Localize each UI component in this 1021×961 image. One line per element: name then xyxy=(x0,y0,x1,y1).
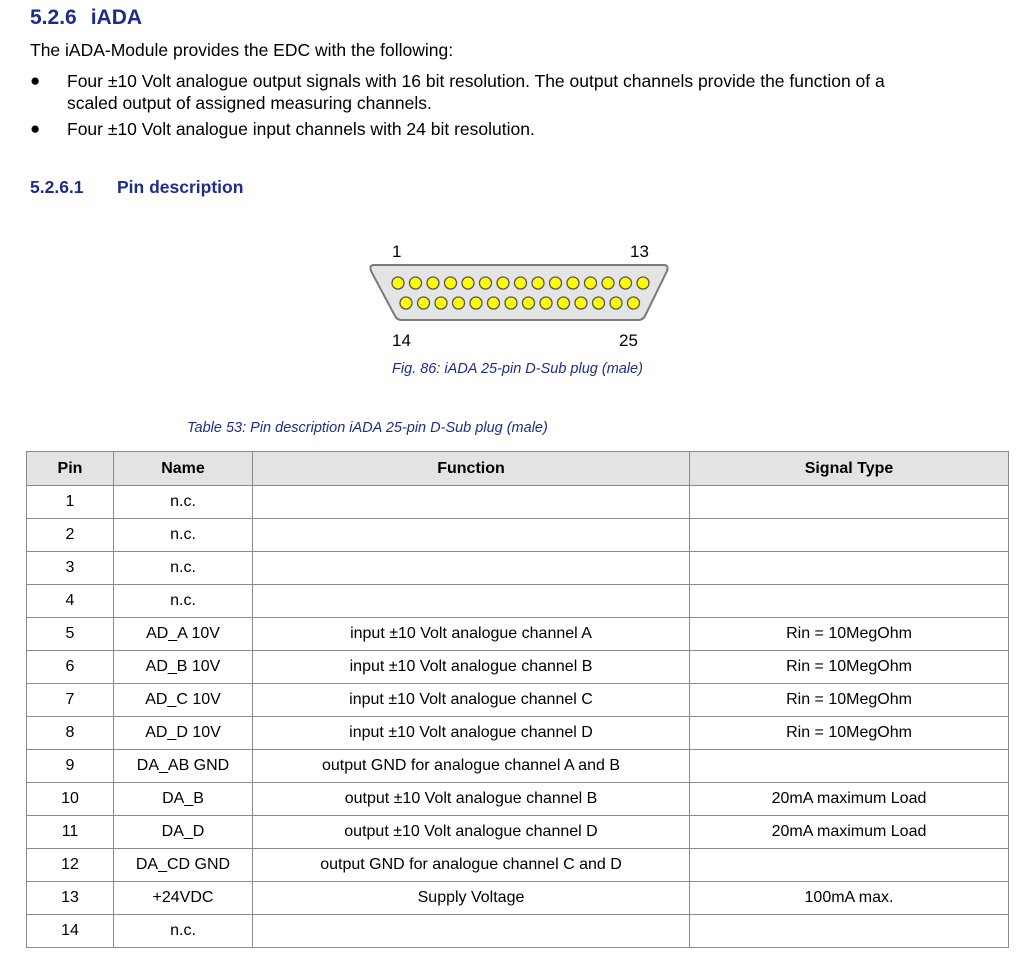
section-number: 5.2.6 xyxy=(30,6,77,29)
top-row-pin xyxy=(497,277,509,289)
pin-label-25: 25 xyxy=(619,331,638,350)
list-item-line: Four ±10 Volt analogue input channels with 24 bit resolution. xyxy=(67,119,535,139)
table-row xyxy=(27,552,1009,585)
subsection-title: Pin description xyxy=(117,177,244,197)
bottom-row-pin xyxy=(610,297,622,309)
cell-function xyxy=(253,486,690,519)
cell-pin: 1 xyxy=(27,486,114,519)
column-header-name: Name xyxy=(114,452,253,486)
top-row-pin xyxy=(427,277,439,289)
section-heading xyxy=(30,6,142,30)
cell-function: input ±10 Volt analogue channel C xyxy=(253,684,690,717)
table-row xyxy=(27,750,1009,783)
top-row-pin xyxy=(515,277,527,289)
cell-pin: 6 xyxy=(27,651,114,684)
top-row-pin xyxy=(550,277,562,289)
cell-signal-type xyxy=(690,519,1009,552)
cell-name: n.c. xyxy=(114,519,253,552)
top-row-pin xyxy=(585,277,597,289)
bottom-row-pin xyxy=(435,297,447,309)
cell-name: DA_B xyxy=(114,783,253,816)
cell-name: AD_A 10V xyxy=(114,618,253,651)
cell-pin: 14 xyxy=(27,915,114,948)
cell-name: n.c. xyxy=(114,486,253,519)
table-row xyxy=(27,717,1009,750)
top-row-pin xyxy=(410,277,422,289)
table-row xyxy=(27,486,1009,519)
cell-signal-type xyxy=(690,552,1009,585)
cell-function: input ±10 Volt analogue channel A xyxy=(253,618,690,651)
cell-signal-type xyxy=(690,915,1009,948)
cell-signal-type: Rin = 10MegOhm xyxy=(690,651,1009,684)
table-row xyxy=(27,882,1009,915)
cell-function: output GND for analogue channel C and D xyxy=(253,849,690,882)
cell-signal-type: 20mA maximum Load xyxy=(690,783,1009,816)
top-row-pin xyxy=(620,277,632,289)
top-row-pin xyxy=(445,277,457,289)
cell-pin: 11 xyxy=(27,816,114,849)
table-row xyxy=(27,684,1009,717)
cell-pin: 5 xyxy=(27,618,114,651)
top-row-pin xyxy=(480,277,492,289)
table-row xyxy=(27,783,1009,816)
cell-function: Supply Voltage xyxy=(253,882,690,915)
table-row xyxy=(27,585,1009,618)
cell-name: AD_C 10V xyxy=(114,684,253,717)
list-item xyxy=(30,70,1010,114)
column-header-pin: Pin xyxy=(27,452,114,486)
bottom-row-pin xyxy=(628,297,640,309)
dsub-connector-diagram xyxy=(366,238,676,356)
bottom-row-pin xyxy=(505,297,517,309)
cell-function: output ±10 Volt analogue channel D xyxy=(253,816,690,849)
cell-signal-type xyxy=(690,585,1009,618)
cell-function xyxy=(253,585,690,618)
top-row-pin xyxy=(462,277,474,289)
table-caption: Table 53: Pin description iADA 25-pin D-Sub plug (male) xyxy=(187,420,548,436)
cell-pin: 7 xyxy=(27,684,114,717)
pin-label-13: 13 xyxy=(630,242,649,261)
bottom-row-pin xyxy=(418,297,430,309)
cell-pin: 13 xyxy=(27,882,114,915)
table-row xyxy=(27,816,1009,849)
table-row xyxy=(27,915,1009,948)
cell-pin: 10 xyxy=(27,783,114,816)
bottom-row-pin xyxy=(558,297,570,309)
top-row-pin xyxy=(392,277,404,289)
cell-pin: 8 xyxy=(27,717,114,750)
cell-function: input ±10 Volt analogue channel B xyxy=(253,651,690,684)
bottom-row-pin xyxy=(575,297,587,309)
cell-function: output ±10 Volt analogue channel B xyxy=(253,783,690,816)
top-row-pin xyxy=(567,277,579,289)
table-row xyxy=(27,651,1009,684)
column-header-signal-type: Signal Type xyxy=(690,452,1009,486)
cell-pin: 4 xyxy=(27,585,114,618)
cell-name: DA_CD GND xyxy=(114,849,253,882)
cell-signal-type: 20mA maximum Load xyxy=(690,816,1009,849)
cell-function xyxy=(253,552,690,585)
figure-caption: Fig. 86: iADA 25-pin D-Sub plug (male) xyxy=(392,361,643,377)
bottom-row-pin xyxy=(453,297,465,309)
cell-name: n.c. xyxy=(114,915,253,948)
cell-signal-type xyxy=(690,849,1009,882)
list-item-line: scaled output of assigned measuring channels. xyxy=(67,93,432,113)
bullet-icon: ● xyxy=(30,119,41,138)
cell-signal-type xyxy=(690,750,1009,783)
bottom-row-pin xyxy=(488,297,500,309)
table-header-row xyxy=(27,452,1009,486)
intro-text: The iADA-Module provides the EDC with the following: xyxy=(30,40,454,60)
bottom-row-pin xyxy=(593,297,605,309)
pin-label-1: 1 xyxy=(392,242,402,261)
section-title: iADA xyxy=(90,6,143,29)
cell-pin: 12 xyxy=(27,849,114,882)
cell-signal-type: 100mA max. xyxy=(690,882,1009,915)
cell-pin: 9 xyxy=(27,750,114,783)
cell-name: +24VDC xyxy=(114,882,253,915)
feature-list xyxy=(30,70,1010,144)
bottom-row-pin xyxy=(540,297,552,309)
bottom-row-pin xyxy=(523,297,535,309)
cell-name: n.c. xyxy=(114,552,253,585)
table-row xyxy=(27,618,1009,651)
table-row xyxy=(27,519,1009,552)
top-row-pin xyxy=(602,277,614,289)
pin-label-14: 14 xyxy=(392,331,411,350)
cell-name: n.c. xyxy=(114,585,253,618)
top-row-pin xyxy=(532,277,544,289)
cell-function xyxy=(253,519,690,552)
bottom-row-pin xyxy=(470,297,482,309)
cell-signal-type: Rin = 10MegOhm xyxy=(690,618,1009,651)
list-item-line: Four ±10 Volt analogue output signals with 16 bit resolution. The output channels provide the function of a xyxy=(67,71,885,91)
column-header-function: Function xyxy=(253,452,690,486)
bullet-icon: ● xyxy=(30,71,41,90)
cell-name: DA_AB GND xyxy=(114,750,253,783)
top-row-pin xyxy=(637,277,649,289)
connector-shell xyxy=(370,265,667,320)
pin-row-top xyxy=(392,277,649,289)
cell-function: input ±10 Volt analogue channel D xyxy=(253,717,690,750)
cell-name: DA_D xyxy=(114,816,253,849)
subsection-heading xyxy=(30,177,243,198)
bottom-row-pin xyxy=(400,297,412,309)
pin-description-table xyxy=(26,451,1009,948)
cell-function xyxy=(253,915,690,948)
cell-function: output GND for analogue channel A and B xyxy=(253,750,690,783)
cell-signal-type xyxy=(690,486,1009,519)
cell-signal-type: Rin = 10MegOhm xyxy=(690,717,1009,750)
table-row xyxy=(27,849,1009,882)
subsection-number: 5.2.6.1 xyxy=(30,177,84,197)
cell-pin: 3 xyxy=(27,552,114,585)
cell-name: AD_B 10V xyxy=(114,651,253,684)
cell-signal-type: Rin = 10MegOhm xyxy=(690,684,1009,717)
cell-name: AD_D 10V xyxy=(114,717,253,750)
list-item xyxy=(30,118,1010,140)
cell-pin: 2 xyxy=(27,519,114,552)
